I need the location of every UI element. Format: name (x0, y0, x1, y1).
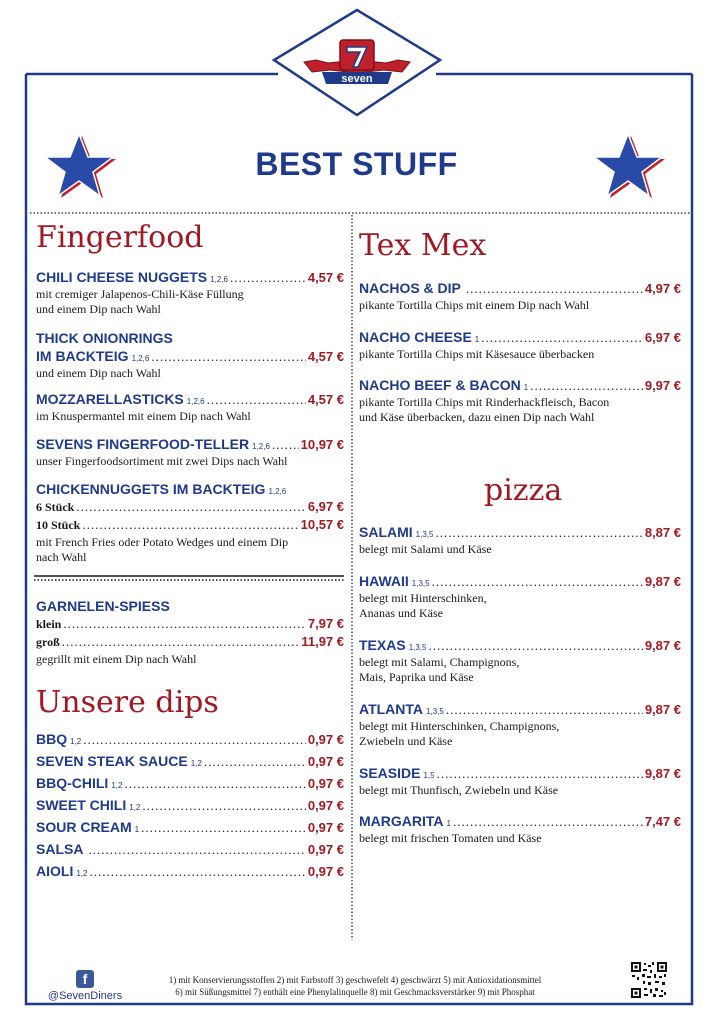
menu-item-garnelen-spiess: GARNELEN-SPIESS klein ..... 7,97 € groß ..... 11,97 € gegrillt mit einem Dip nach Wahl (36, 598, 344, 667)
page-title: BEST STUFF (255, 146, 458, 182)
item-price: 4,57 € (307, 270, 344, 285)
item-name: IM BACKTEIG (36, 348, 129, 364)
menu-item-fingerfood-teller: SEVENS FINGERFOOD-TELLER 1,2,6 ..... 10,97 € unser Fingerfoodsortiment mit zwei Dips nach Wahl (36, 436, 344, 469)
item-name: CHICKENNUGGETS IM BACKTEIG (36, 481, 266, 497)
section-title-pizza: pizza (484, 473, 563, 508)
menu-item-nachos-dip: NACHOS & DIP ..... 4,97 € pikante Tortilla Chips mit einem Dip nach Wahl (359, 280, 681, 313)
qr-code-icon[interactable] (630, 961, 668, 999)
item-name: SEVENS FINGERFOOD-TELLER (36, 436, 250, 452)
item-name: CHILI CHEESE NUGGETS (36, 269, 208, 285)
menu-item-pizza-salami: SALAMI 1,3,5 ..... 8,87 € belegt mit Salami und Käse (359, 524, 681, 557)
menu-item-thick-onionrings: THICK ONIONRINGS IM BACKTEIG 1,2,6 ..... 4,57 € und einem Dip nach Wahl (36, 330, 344, 381)
menu-item-pizza-seaside: SEASIDE 1,5 ..... 9,87 € belegt mit Thunfisch, Zwiebeln und Käse (359, 765, 681, 798)
dip-item: SWEET CHILI 1,2 ..... 0,97 € (36, 797, 344, 819)
allergen-footnotes: 1) mit Konservierungsstoffen 2) mit Farbstoff 3) geschwefelt 4) geschwärzt 5) mit Antioxidationsmittel 6) mit Süßungsmittel 7) enthält eine Phenylalinquelle 8) mit Geschmacksverstärker 9) mit Phosphat (168, 975, 542, 997)
item-price: 4,57 € (307, 392, 344, 407)
dip-item: SALSA ..... 0,97 € (36, 841, 344, 863)
section-title-dips: Unsere dips (36, 685, 219, 720)
dip-item: BBQ-CHILI 1,2 ..... 0,97 € (36, 775, 344, 797)
item-price: 4,57 € (307, 349, 344, 364)
section-title-fingerfood: Fingerfood (36, 220, 204, 255)
dips-list (36, 731, 344, 885)
menu-item-chickennuggets: CHICKENNUGGETS IM BACKTEIG 1,2,6 6 Stück ..... 6,97 € 10 Stück ..... 10,57 € mit French Fries oder Potato Wedges und einem Dip nach Wahl (36, 481, 344, 565)
dip-item: AIOLI 1,2 ..... 0,97 € (36, 863, 344, 885)
menu-item-chili-cheese-nuggets: CHILI CHEESE NUGGETS 1,2,6 ..... 4,57 € mit cremiger Jalapenos-Chili-Käse Füllung und einem Dip nach Wahl (36, 269, 344, 317)
item-price: 10,97 € (300, 437, 344, 452)
menu-item-pizza-hawaii: HAWAII 1,3,5 ..... 9,87 € belegt mit Hinterschinken, Ananas und Käse (359, 573, 681, 621)
seven-logo (298, 36, 416, 88)
facebook-icon[interactable]: f (76, 970, 94, 988)
social-link[interactable] (40, 970, 130, 1002)
menu-item-pizza-margarita: MARGARITA 1 ..... 7,47 € belegt mit frischen Tomaten und Käse (359, 813, 681, 846)
menu-item-mozzarellasticks: MOZZARELLASTICKS 1,2,6 ..... 4,57 € im Knuspermantel mit einem Dip nach Wahl (36, 391, 344, 424)
dip-item: BBQ 1,2 ..... 0,97 € (36, 731, 344, 753)
menu-item-pizza-texas: TEXAS 1,3,5 ..... 9,87 € belegt mit Salami, Champignons, Mais, Paprika und Käse (359, 637, 681, 685)
item-name: GARNELEN-SPIESS (36, 598, 170, 614)
social-handle[interactable]: @SevenDiners (47, 990, 123, 1002)
menu-item-nacho-cheese: NACHO CHEESE 1 ..... 6,97 € pikante Tortilla Chips mit Käsesauce überbacken (359, 329, 681, 362)
logo-text: seven (341, 73, 373, 85)
dip-item: SEVEN STEAK SAUCE 1,2 ..... 0,97 € (36, 753, 344, 775)
menu-item-nacho-beef-bacon: NACHO BEEF & BACON 1 ..... 9,97 € pikante Tortilla Chips mit Rinderhackfleisch, Bacon und Käse überbacken, dazu einen Dip nach Wahl (359, 377, 681, 425)
menu-item-pizza-atlanta: ATLANTA 1,3,5 ..... 9,87 € belegt mit Hinterschinken, Champignons, Zwiebeln und Käse (359, 701, 681, 749)
item-name: MOZZARELLASTICKS (36, 391, 184, 407)
section-title-texmex: Tex Mex (359, 228, 487, 263)
dip-item: SOUR CREAM 1 ..... 0,97 € (36, 819, 344, 841)
